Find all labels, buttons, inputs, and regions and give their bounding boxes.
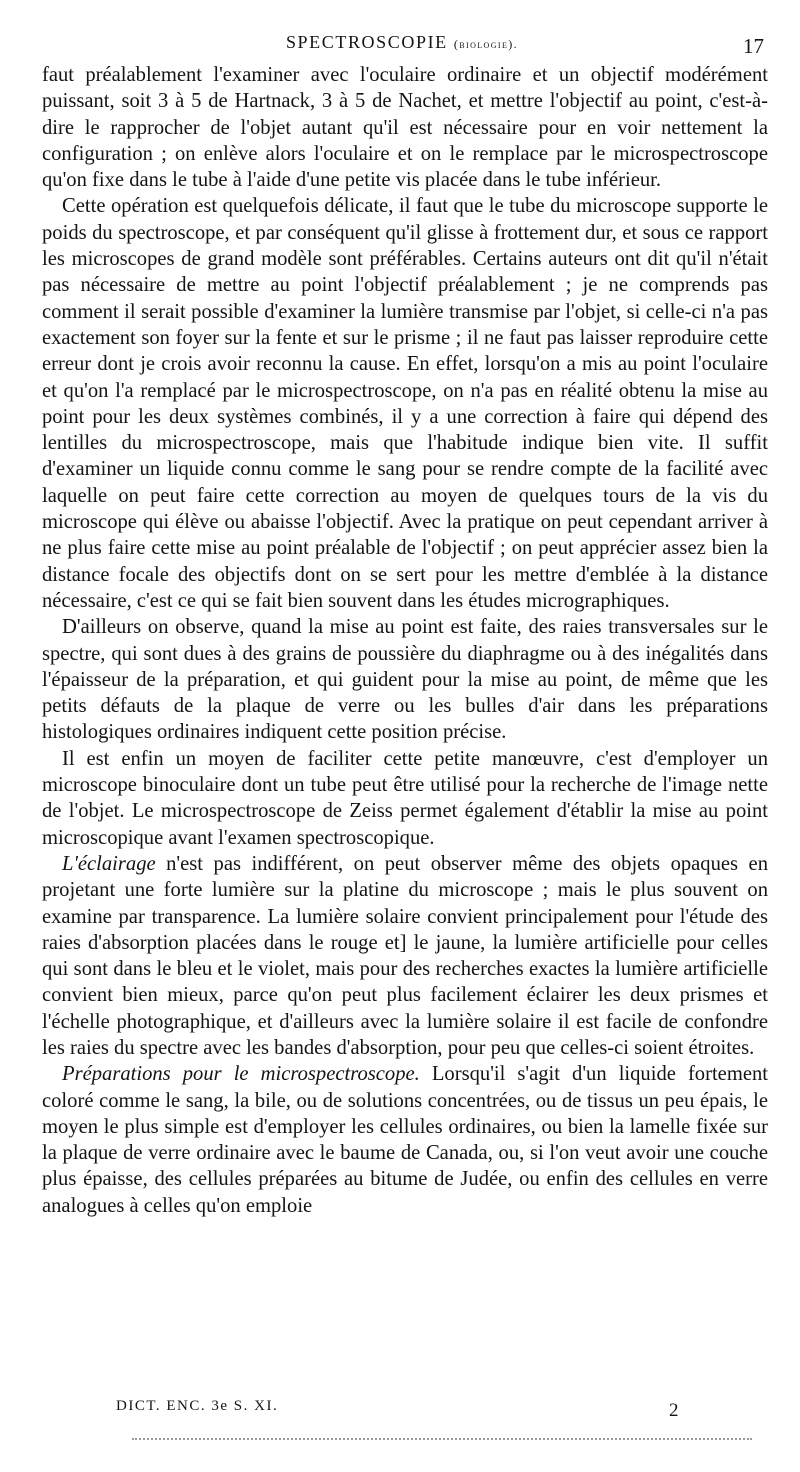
paragraph-text: n'est pas indifférent, on peut observer même des objets opaques en projetant une forte lumière sur la platine du microscope ; mais le plus souvent on examine par transparence. La lumière solaire convient principalement pour l'étude des raies d'absorption placées dans le rouge et] le jaune, la lumière artificielle pour celles qui sont dans le bleu et le violet, mais pour des recherches exactes la lumière artificielle convient bien mieux, parce qu'on peut plus facilement éclairer les deux prismes et l'échelle photographique, et d'ailleurs avec la lumière solaire il est facile de confondre les raies du spectre avec les bandes d'absorption, pour peu que celles-ci soient étroites. [42, 852, 768, 1059]
bottom-dotted-rule [132, 1438, 752, 1440]
footer-sheet-mark: 2 [669, 1400, 680, 1421]
paragraph-text: Lorsqu'il s'agit d'un liquide fortement coloré comme le sang, la bile, ou de solutions concentrées, ou de tissus un peu épais, le moyen le plus simple est d'employer les cellules ordinaires, ou bien la lamelle fixée sur la plaque de verre ordinaire avec le baume de Canada, ou, si l'on veut avoir une couche plus épaisse, des cellules préparées au bitume de Judée, ou enfin des cellules en verre analogues à celles qu'on emploie [42, 1063, 768, 1217]
paragraph [42, 851, 768, 1061]
page-number: 17 [743, 34, 764, 58]
paragraph-lead-italic: Préparations pour le microspectroscope. [62, 1063, 420, 1086]
running-title-main: SPECTROSCOPIE [285, 32, 448, 52]
page-footer [116, 1398, 680, 1424]
paragraph: faut préalablement l'examiner avec l'oculaire ordinaire et un objectif modérément puissant, soit 3 à 5 de Hartnack, 3 à 5 de Nachet, et mettre l'objectif au point, c'est-à-dire le rapprocher de l'objet autant qu'il est nécessaire pour en voir nettement la configuration ; on enlève alors l'oculaire et on le remplace par le microspectroscope qu'on fixe dans le tube à l'aide d'une petite vis placée dans le tube inférieur. [42, 64, 768, 192]
paragraph: Il est enfin un moyen de faciliter cette petite manœuvre, c'est d'employer un microscope binoculaire dont un tube peut être utilisé pour la recherche de l'image nette de l'objet. Le microspectroscope de Zeiss permet également d'établir la mise au point microscopique avant l'examen spectroscopique. [42, 747, 768, 849]
running-header [40, 30, 764, 58]
paragraph-lead-italic: L'éclairage [62, 852, 156, 875]
running-title [40, 32, 764, 53]
footer-signature: DICT. ENC. 3e S. XI. [116, 1398, 279, 1414]
paragraph: Cette opération est quelquefois délicate, il faut que le tube du microscope supporte le poids du spectroscope, et par conséquent qu'il glisse à frottement dur, et sous ce rapport les microscopes de grand modèle sont préférables. Certains auteurs ont dit qu'il n'était pas nécessaire de mettre au point l'objectif préalablement ; je ne comprends pas comment il serait possible d'examiner la lumière transmise par l'objet, si celle-ci n'a pas exactement son foyer sur la fente et sur le prisme ; il ne faut pas laisser reproduire cette erreur dont je crois avoir reconnu la cause. En effet, lorsqu'on a mis au point l'oculaire et qu'on l'a remplacé par le microspectroscope, on n'a pas en réalité obtenu la mise au point pour les deux systèmes combinés, il y a une correction à faire qui dépend des lentilles du microspectroscope, mais que l'habitude indique bien vite. Il suffit d'examiner un liquide connu comme le sang pour se rendre compte de la facilité avec laquelle on peut faire cette correction au moyen de quelques tours de la vis du microscope qui élève ou abaisse l'objectif. Avec la pratique on peut cependant arriver à ne plus faire cette mise au point préalable de l'objectif ; on peut apprécier assez bien la distance focale des objectifs dont on se sert pour les mettre d'emblée à la distance nécessaire, c'est ce qui se fait bien souvent dans les études micrographiques. [42, 195, 768, 612]
paragraph [42, 1061, 768, 1219]
running-title-subtitle: (biologie). [453, 37, 519, 51]
body-text [42, 62, 768, 1219]
paragraph: D'ailleurs on observe, quand la mise au point est faite, des raies transversales sur le spectre, qui sont dues à des grains de poussière du diaphragme ou à des inégalités dans l'épaisseur de la préparation, et qui guident pour la mise au point, de même que les petits défauts de la plaque de verre ou les bulles d'air dans les préparations histologiques ordinaires indiquent cette position précise. [42, 616, 768, 744]
